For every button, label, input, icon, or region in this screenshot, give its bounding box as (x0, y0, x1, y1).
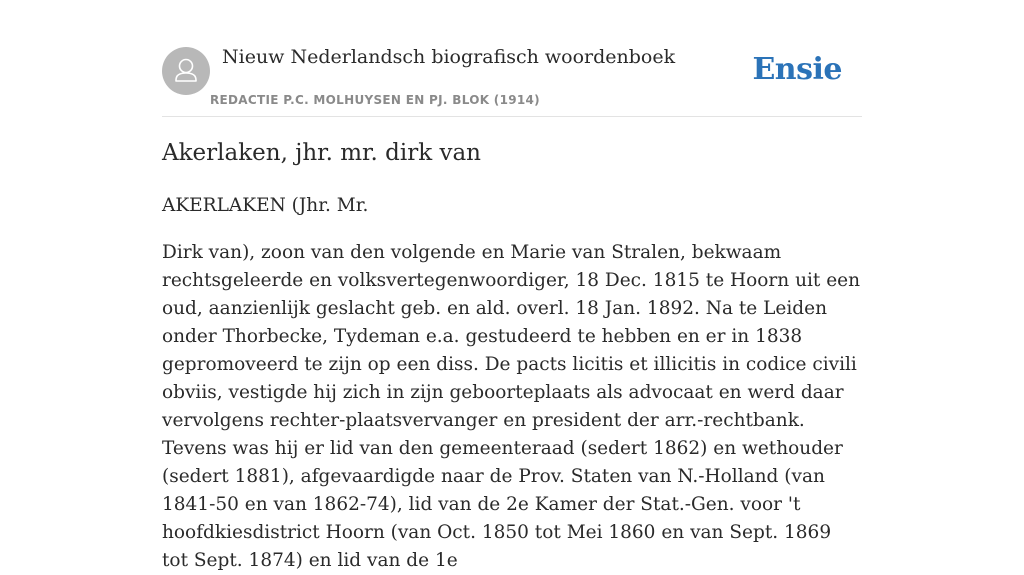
book-subtitle: REDACTIE P.C. MOLHUYSEN EN PJ. BLOK (1914) (210, 93, 540, 107)
entry-paragraph: Dirk van), zoon van den volgende en Marie van Stralen, bekwaam rechtsgeleerde en volksvertegenwoordiger, 18 Dec. 1815 te Hoorn uit een oud, aanzienlijk geslacht geb. en ald. overl. 18 Jan. 1892. Na te Leiden onder Thorbecke, Tydeman e.a. gestudeerd te hebben en er in 1838 gepromoveerd te zijn op een diss. De pacts licitis et illicitis in codice civili obviis, vestigde hij zich in zijn geboorteplaats als advocaat en werd daar vervolgens rechter-plaatsvervanger en president der arr.-rechtbank. Tevens was hij er lid van den gemeenteraad (sedert 1862) en wethouder (sedert 1881), afgevaardigde naar de Prov. Staten van N.-Holland (van 1841-50 en van 1862-74), lid van de 2e Kamer der Stat.-Gen. voor 't hoofdkiesdistrict Hoorn (van Oct. 1850 tot Mei 1860 en van Sept. 1869 tot Sept. 1874) en lid van de 1e (162, 242, 861, 571)
avatar[interactable] (162, 47, 210, 95)
brand-logo[interactable]: Ensie (752, 52, 842, 87)
book-header (162, 46, 862, 117)
book-title[interactable]: Nieuw Nederlandsch biografisch woordenboek (222, 46, 676, 68)
entry-title: Akerlaken, jhr. mr. dirk van (162, 140, 481, 166)
entry-paragraph: AKERLAKEN (Jhr. Mr. (162, 195, 369, 216)
user-icon (162, 47, 210, 95)
